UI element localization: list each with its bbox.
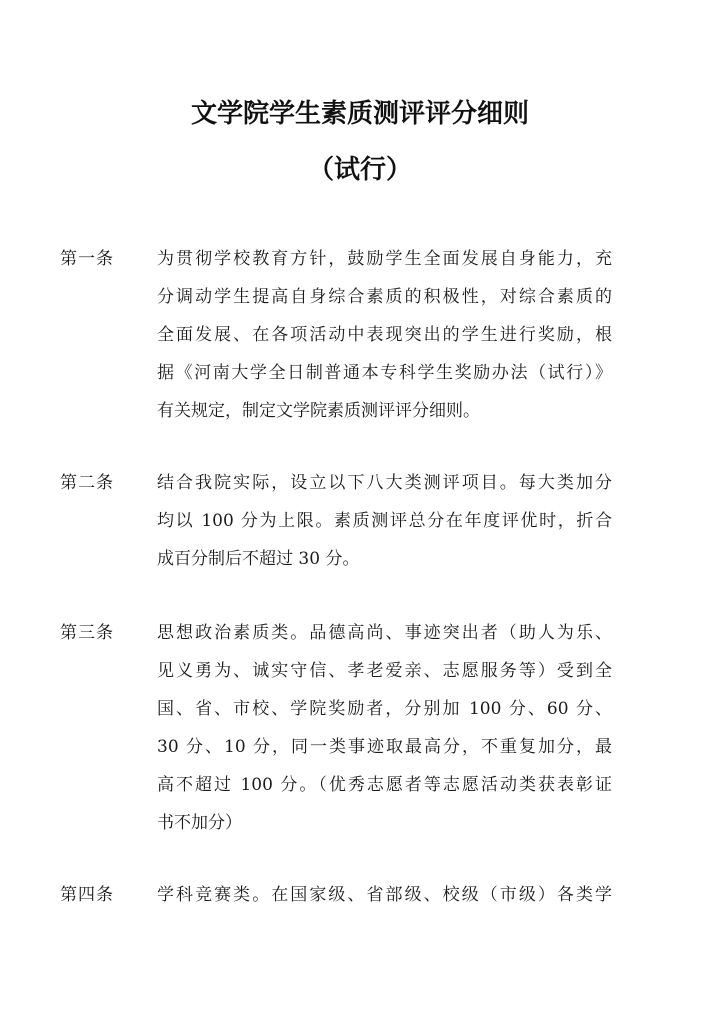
article-label: 第四条 (60, 885, 114, 905)
article-body (157, 464, 612, 578)
article-line: 30 分、10 分，同一类事迹取最高分，不重复加分，最 (157, 737, 612, 757)
article-body (157, 876, 612, 914)
article-line: 有关规定，制定文学院素质测评评分细则。 (157, 401, 480, 421)
article-line: 学科竞赛类。在国家级、省部级、校级（市级）各类学 (157, 885, 612, 905)
article-body (157, 240, 612, 430)
article-label: 第二条 (60, 473, 114, 493)
article-line: 国、省、市校、学院奖励者，分别加 100 分、60 分、 (157, 699, 612, 719)
article-label: 第一条 (60, 249, 114, 269)
article-line: 据《河南大学全日制普通本专科学生奖励办法（试行）》 (157, 363, 612, 383)
article-line: 思想政治素质类。品德高尚、事迹突出者（助人为乐、 (157, 623, 612, 643)
document-subtitle: （试行） (307, 155, 412, 185)
article-line: 为贯彻学校教育方针，鼓励学生全面发展自身能力，充 (157, 249, 612, 269)
article-label: 第三条 (60, 623, 114, 643)
article-line: 见义勇为、诚实守信、孝老爱亲、志愿服务等）受到全 (157, 661, 612, 681)
document-title: 文学院学生素质测评评分细则 (190, 99, 529, 129)
article-body (157, 614, 612, 842)
article-line: 成百分制后不超过 30 分。 (157, 549, 360, 569)
article-line: 全面发展、在各项活动中表现突出的学生进行奖励，根 (157, 325, 612, 345)
article-line: 高不超过 100 分。（优秀志愿者等志愿活动类获表彰证 (157, 775, 612, 795)
article-line: 结合我院实际，设立以下八大类测评项目。每大类加分 (157, 473, 612, 493)
article-line: 均以 100 分为上限。素质测评总分在年度评优时，折合 (157, 511, 612, 531)
article-line: 分调动学生提高自身综合素质的积极性，对综合素质的 (157, 287, 612, 307)
article-line: 书不加分） (157, 813, 242, 833)
